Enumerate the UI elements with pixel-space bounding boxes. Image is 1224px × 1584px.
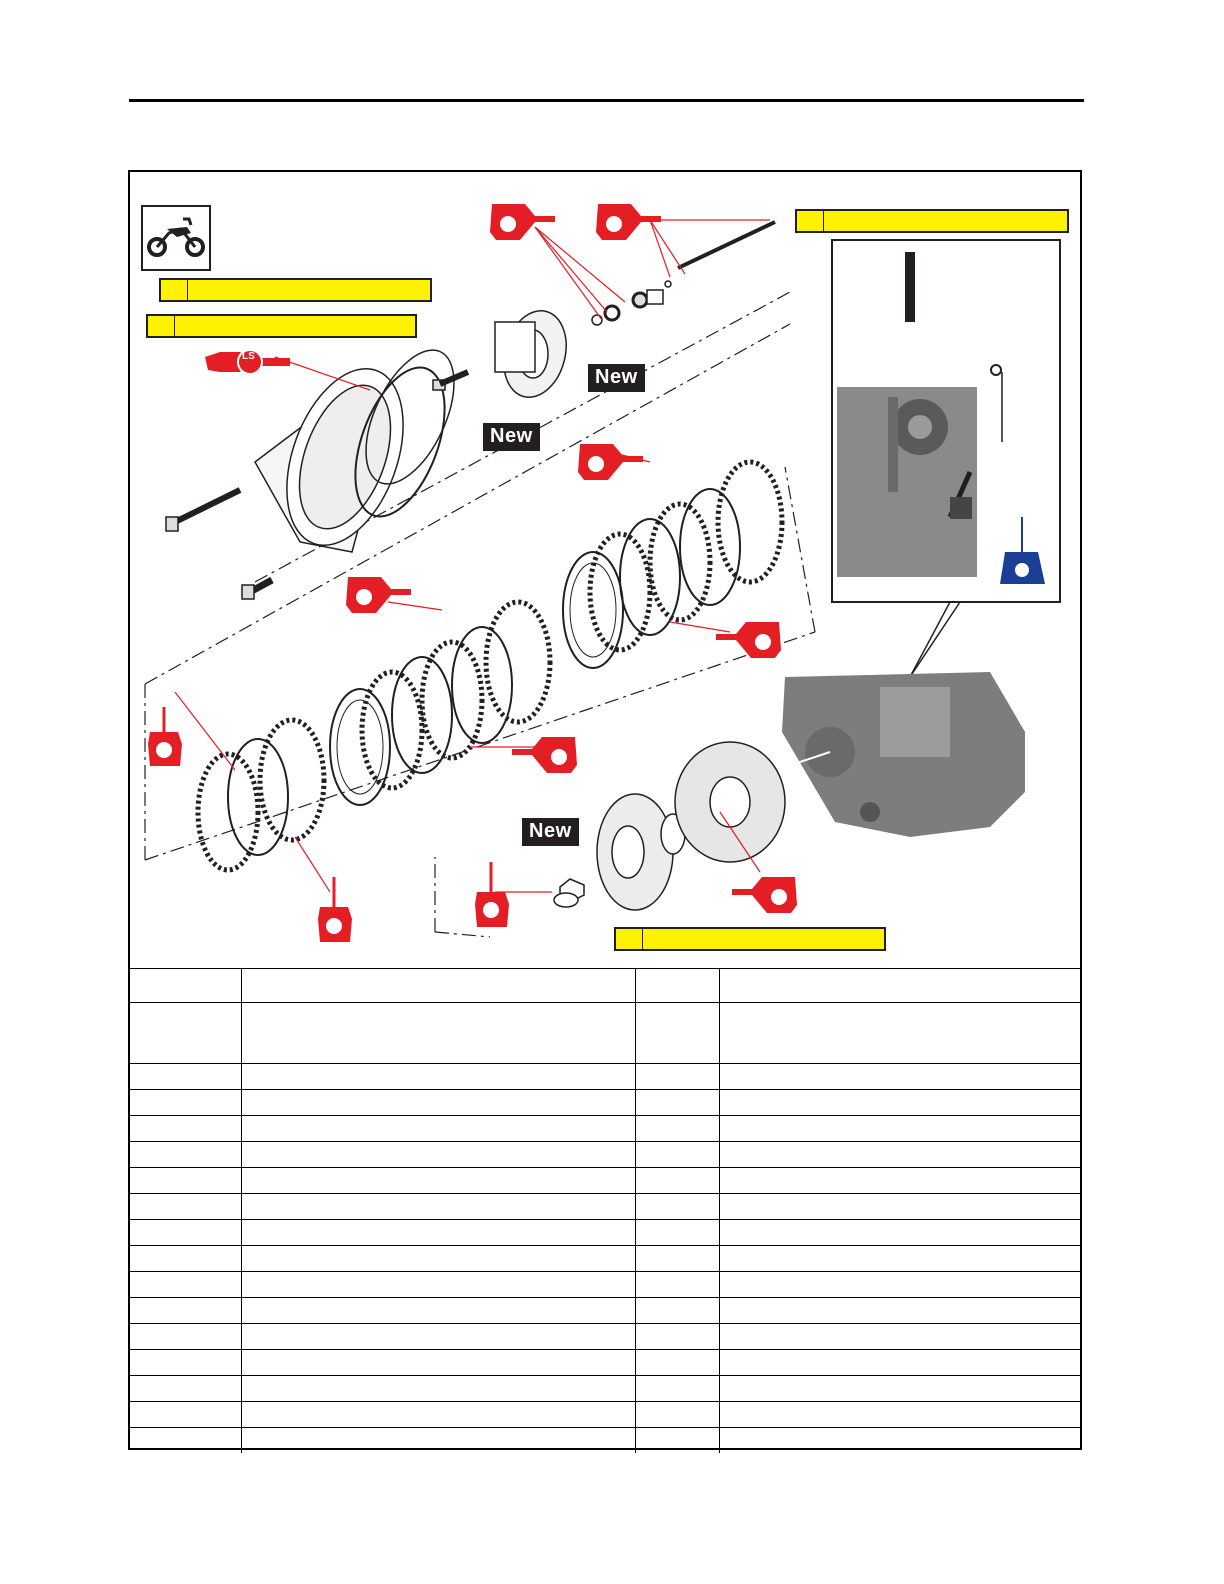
new-part-badge: New: [483, 423, 540, 451]
wrench-icon: [797, 211, 824, 231]
table-cell: [130, 1142, 241, 1168]
clutch-housing: [675, 742, 785, 862]
new-part-badge: New: [522, 818, 579, 846]
table-cell: [719, 1350, 1080, 1376]
table-cell: [635, 1142, 719, 1168]
table-cell: [241, 1003, 635, 1064]
table-cell: [241, 1194, 635, 1220]
motorcycle-icon-box: [141, 205, 211, 271]
parts-table-body: [130, 969, 1080, 1454]
table-cell: [130, 1168, 241, 1194]
table-cell: [635, 1402, 719, 1428]
table-cell: [241, 969, 635, 1003]
table-row: [130, 1272, 1080, 1298]
table-cell: [130, 969, 241, 1003]
engine-photo: [782, 672, 1025, 837]
table-cell: [130, 1090, 241, 1116]
table-cell: [719, 1376, 1080, 1402]
table-cell: [635, 1168, 719, 1194]
table-cell: [130, 1350, 241, 1376]
clutch-boss: [554, 794, 685, 910]
torque-spec-bar-2: [146, 314, 417, 338]
table-cell: [241, 1376, 635, 1402]
table-cell: [719, 1246, 1080, 1272]
table-cell: [635, 1350, 719, 1376]
table-cell: [130, 1220, 241, 1246]
table-cell: [719, 1298, 1080, 1324]
table-cell: [635, 1376, 719, 1402]
lithium-grease-label: LS: [242, 351, 255, 362]
table-row: [130, 1220, 1080, 1246]
table-cell: [635, 1090, 719, 1116]
table-cell: [719, 1142, 1080, 1168]
table-cell: [719, 1003, 1080, 1064]
table-cell: [719, 1090, 1080, 1116]
table-cell: [241, 1428, 635, 1454]
table-cell: [635, 1324, 719, 1350]
table-cell: [241, 1116, 635, 1142]
table-cell: [130, 1376, 241, 1402]
new-part-badge: New: [588, 364, 645, 392]
table-cell: [241, 1350, 635, 1376]
table-cell: [719, 969, 1080, 1003]
table-cell: [241, 1168, 635, 1194]
table-cell: [241, 1142, 635, 1168]
table-row: [130, 1402, 1080, 1428]
table-row: [130, 1168, 1080, 1194]
table-cell: [635, 1116, 719, 1142]
table-cell: [719, 1220, 1080, 1246]
wrench-icon: [161, 280, 188, 300]
parts-table: [130, 968, 1080, 1453]
clutch-cover: [255, 353, 462, 561]
table-row: [130, 1142, 1080, 1168]
table-cell: [635, 1272, 719, 1298]
table-cell: [719, 1116, 1080, 1142]
table-cell: [130, 1324, 241, 1350]
table-cell: [635, 969, 719, 1003]
wrench-icon: [616, 929, 643, 949]
table-cell: [241, 1272, 635, 1298]
torque-spec-bar-3: [795, 209, 1069, 233]
table-row: [130, 1376, 1080, 1402]
torque-spec-bar-1: [159, 278, 432, 302]
table-row: [130, 1246, 1080, 1272]
clutch-exploded-diagram: [130, 172, 1080, 968]
header-rule: [129, 99, 1084, 102]
table-row: [130, 1298, 1080, 1324]
table-cell: [719, 1428, 1080, 1454]
table-cell: [635, 1428, 719, 1454]
table-row: [130, 1350, 1080, 1376]
table-row: [130, 969, 1080, 1003]
torque-spec-bar-4: [614, 927, 886, 951]
table-cell: [719, 1402, 1080, 1428]
table-row: [130, 1116, 1080, 1142]
table-cell: [241, 1064, 635, 1090]
clutch-plates-lower: [198, 720, 324, 870]
table-row: [130, 1003, 1080, 1064]
table-cell: [241, 1220, 635, 1246]
table-cell: [719, 1272, 1080, 1298]
table-cell: [241, 1090, 635, 1116]
table-cell: [130, 1246, 241, 1272]
table-cell: [130, 1064, 241, 1090]
table-cell: [130, 1003, 241, 1064]
table-cell: [719, 1194, 1080, 1220]
table-cell: [130, 1272, 241, 1298]
table-cell: [719, 1324, 1080, 1350]
table-cell: [635, 1220, 719, 1246]
table-row: [130, 1194, 1080, 1220]
table-cell: [635, 1064, 719, 1090]
table-row: [130, 1064, 1080, 1090]
table-cell: [635, 1298, 719, 1324]
table-row: [130, 1428, 1080, 1454]
clutch-plates-middle: [330, 602, 550, 805]
table-cell: [241, 1324, 635, 1350]
table-cell: [241, 1246, 635, 1272]
table-cell: [130, 1298, 241, 1324]
table-cell: [130, 1116, 241, 1142]
table-row: [130, 1090, 1080, 1116]
wrench-icon: [148, 316, 175, 336]
table-cell: [130, 1428, 241, 1454]
table-cell: [635, 1246, 719, 1272]
table-cell: [635, 1003, 719, 1064]
table-cell: [719, 1064, 1080, 1090]
table-cell: [130, 1194, 241, 1220]
table-cell: [241, 1298, 635, 1324]
table-cell: [130, 1402, 241, 1428]
table-cell: [635, 1194, 719, 1220]
table-cell: [719, 1168, 1080, 1194]
table-row: [130, 1324, 1080, 1350]
motorcycle-icon: [143, 207, 209, 269]
table-cell: [241, 1402, 635, 1428]
